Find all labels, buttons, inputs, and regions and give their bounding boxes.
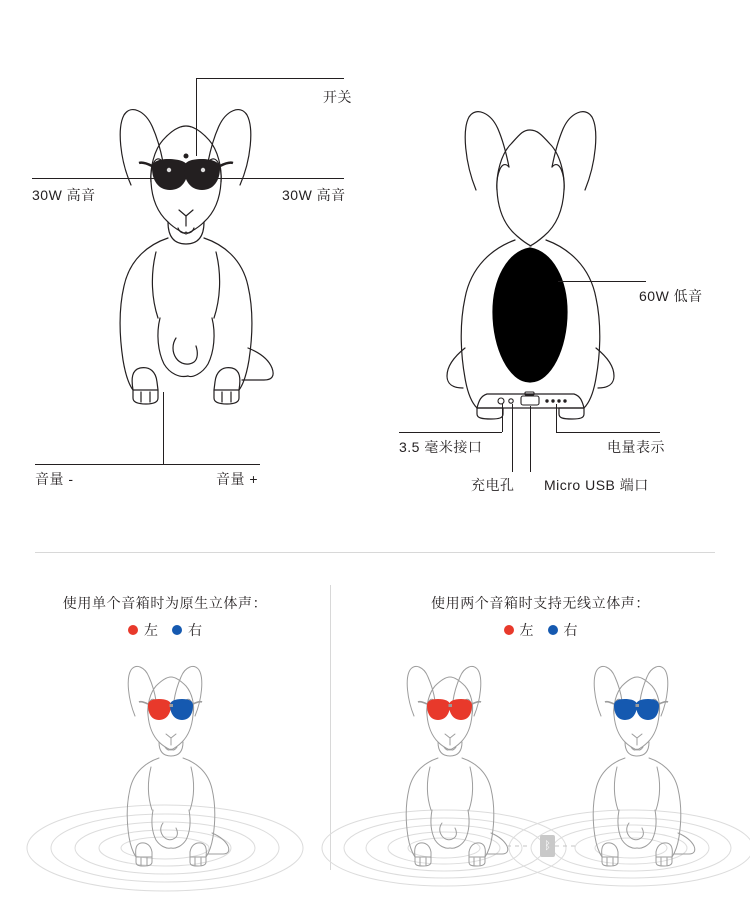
front-view-panel xyxy=(0,0,375,545)
single-speaker-legend xyxy=(0,620,330,640)
leader-volume-vertical xyxy=(163,392,164,464)
leader-tweeter-right xyxy=(214,178,344,179)
legend-item-left xyxy=(128,620,158,640)
leader-power-vertical xyxy=(196,78,197,156)
label-battery-indicator: 电量表示 xyxy=(607,439,665,455)
leader-aux-vertical xyxy=(502,404,503,432)
legend-item-right xyxy=(172,620,202,640)
legend-label-left: 左 xyxy=(144,622,158,638)
leader-subwoofer xyxy=(558,281,646,282)
leader-battery-horizontal xyxy=(556,432,660,433)
leader-volume-horizontal xyxy=(35,464,260,465)
dog-speaker-stereo-pair xyxy=(331,650,750,915)
label-aux-port: 3.5 毫米接口 xyxy=(399,439,483,455)
paired-speaker-illustration-area xyxy=(331,650,750,915)
legend-label-right: 右 xyxy=(188,622,202,638)
dog-speaker-back-illustration xyxy=(375,0,750,545)
stereo-mode-section xyxy=(0,565,750,919)
section-divider xyxy=(35,552,715,553)
leader-battery-vertical xyxy=(556,404,557,432)
leader-tweeter-left xyxy=(32,178,160,179)
legend-item-right xyxy=(548,620,578,640)
blue-dot-icon xyxy=(172,625,182,635)
red-dot-icon xyxy=(128,625,138,635)
single-speaker-illustration-area xyxy=(0,650,330,915)
leader-charge-vertical xyxy=(512,404,513,472)
single-speaker-title: 使用单个音箱时为原生立体声： xyxy=(62,595,268,611)
bluetooth-icon: ᛒ xyxy=(540,835,555,857)
leader-power-horizontal xyxy=(196,78,344,79)
leader-aux-horizontal xyxy=(399,432,502,433)
blue-dot-icon xyxy=(548,625,558,635)
legend-item-left xyxy=(504,620,534,640)
label-volume-down: 音量 - xyxy=(35,471,74,487)
legend-label-right: 右 xyxy=(563,622,578,638)
paired-speaker-title: 使用两个音箱时支持无线立体声： xyxy=(431,595,650,611)
label-tweeter-right: 30W 高音 xyxy=(282,187,346,203)
paired-speaker-legend xyxy=(331,620,750,640)
leader-usb-vertical xyxy=(530,406,531,472)
label-charge-port: 充电孔 xyxy=(471,477,515,493)
label-volume-up: 音量 + xyxy=(216,471,259,487)
dog-speaker-stereo-single xyxy=(0,650,330,915)
paired-speaker-column xyxy=(331,565,750,919)
back-view-panel xyxy=(375,0,750,545)
label-subwoofer: 60W 低音 xyxy=(639,288,703,304)
label-tweeter-left: 30W 高音 xyxy=(32,187,96,203)
label-power-switch: 开关 xyxy=(323,89,352,105)
single-speaker-column xyxy=(0,565,330,919)
legend-label-left: 左 xyxy=(519,622,534,638)
red-dot-icon xyxy=(504,625,514,635)
label-usb-port: Micro USB 端口 xyxy=(544,477,649,493)
